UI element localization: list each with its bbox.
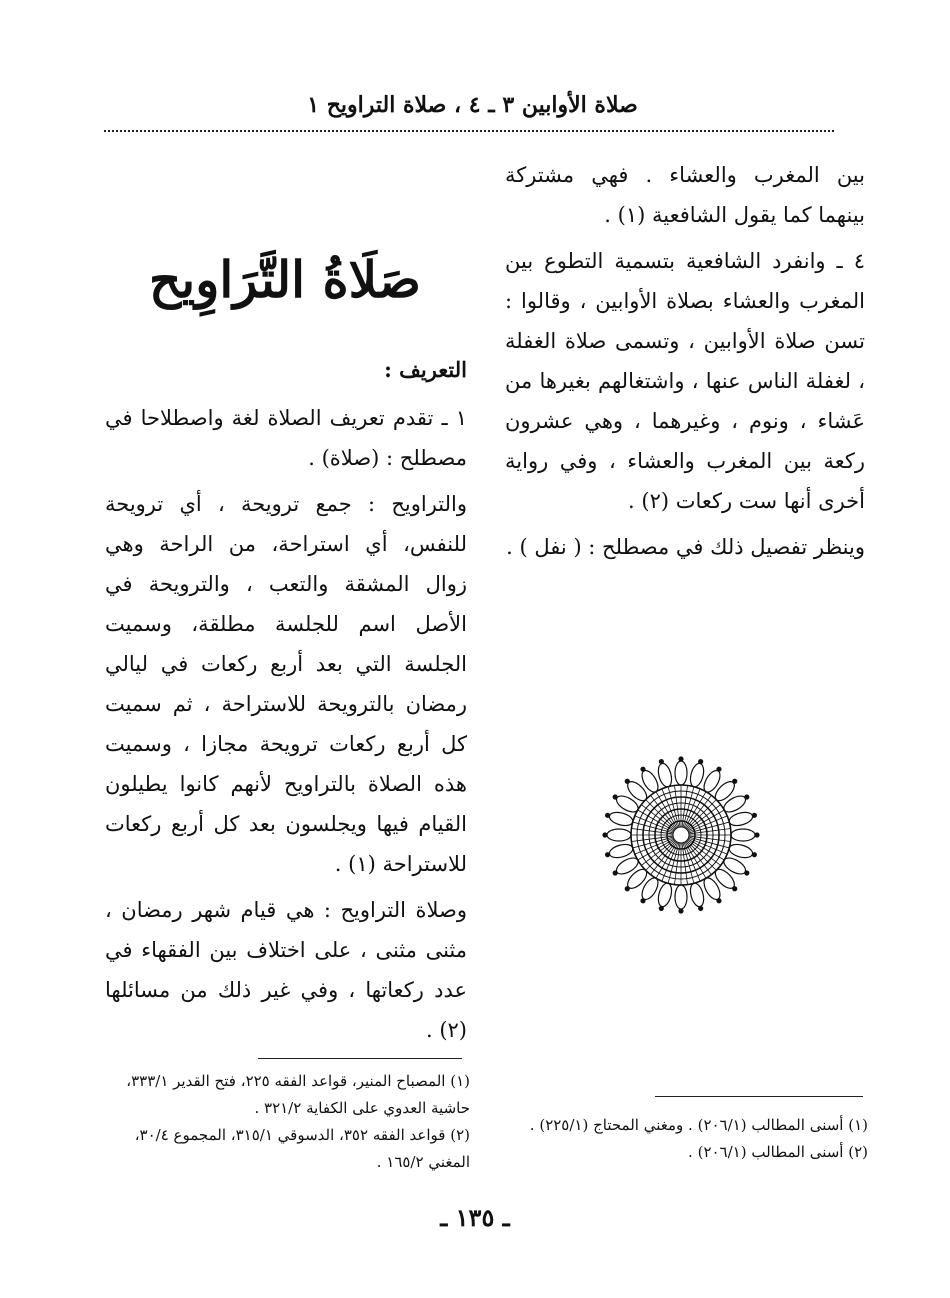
footnote-left-2: (٢) قواعد الفقه ٣٥٢، الدسوقي ٣١٥/١، المجموع ٣٠/٤، المغني ١٦٥/٢ . <box>134 1126 470 1171</box>
footnote-rule-right <box>655 1096 863 1097</box>
rosette-ornament-icon <box>596 755 766 915</box>
left-paragraph-2: والتراويح : جمع ترويحة ، أي ترويحة للنفس، أي استراحة، من الراحة وهي زوال المشقة والتعب ، والترويحة في الأصل اسم للجلسة مطلقة، وسميت الجلسة التي بعد أربع ركعات في ليالي رمضان بالترويحة للاستراحة ، ثم سميت كل أربع ركعات ترويحة مجازا ، وسميت هذه الصلاة بالتراويح لأنهم كانوا يطيلون القيام فيها ويجلسون بعد كل أربع ركعات للاستراحة (١) . <box>105 492 467 876</box>
left-column <box>105 350 467 1056</box>
left-paragraph-3: وصلاة التراويح : هي قيام شهر رمضان ، مثنى مثنى ، على اختلاف بين الفقهاء في عدد ركعاتها ، وفي غير ذلك من مسائلها (٢) . <box>105 898 467 1042</box>
right-paragraph-2: ٤ ـ وانفرد الشافعية بتسمية التطوع بين المغرب والعشاء بصلاة الأوابين ، وقالوا : تسن صلاة الأوابين ، وتسمى صلاة الغفلة ، لغفلة الناس عنها ، واشتغالهم بغيرها من عَشاء ، ونوم ، وغيرهما ، وهي عشرون ركعة بين المغرب والعشاء ، وفي رواية أخرى أنها ست ركعات (٢) . <box>505 249 865 513</box>
footnote-right-2: (٢) أسنى المطالب (٢٠٦/١) . <box>688 1143 868 1161</box>
footnote-rule-left <box>258 1058 462 1059</box>
header-dotted-rule <box>104 130 834 132</box>
right-column <box>505 155 865 573</box>
page-number: ـ ١٣٥ ـ <box>440 1203 510 1232</box>
running-header: صلاة الأوابين ٣ ـ ٤ ، صلاة التراويح ١ <box>307 92 638 118</box>
footnotes-right <box>500 1112 868 1166</box>
footnote-left-1: (١) المصباح المنير، قواعد الفقه ٢٢٥، فتح القدير ٣٣٣/١، حاشية العدوي على الكفاية ٣٢١/٢ . <box>126 1072 470 1117</box>
footnote-right-1: (١) أسنى المطالب (٢٠٦/١) . ومغني المحتاج (٢٢٥/١) . <box>529 1116 868 1134</box>
right-paragraph-3: وينظر تفصيل ذلك في مصطلح : ( نفل ) . <box>506 535 865 559</box>
left-paragraph-1: ١ ـ تقدم تعريف الصلاة لغة واصطلاحا في مصطلح : (صلاة) . <box>105 406 467 470</box>
footnotes-left <box>110 1068 470 1176</box>
definition-heading: التعريف : <box>384 357 467 382</box>
section-title: صَلَاةُ التَّرَاوِيح <box>149 250 421 309</box>
right-paragraph-1: بين المغرب والعشاء . فهي مشتركة بينهما كما يقول الشافعية (١) . <box>505 163 865 227</box>
